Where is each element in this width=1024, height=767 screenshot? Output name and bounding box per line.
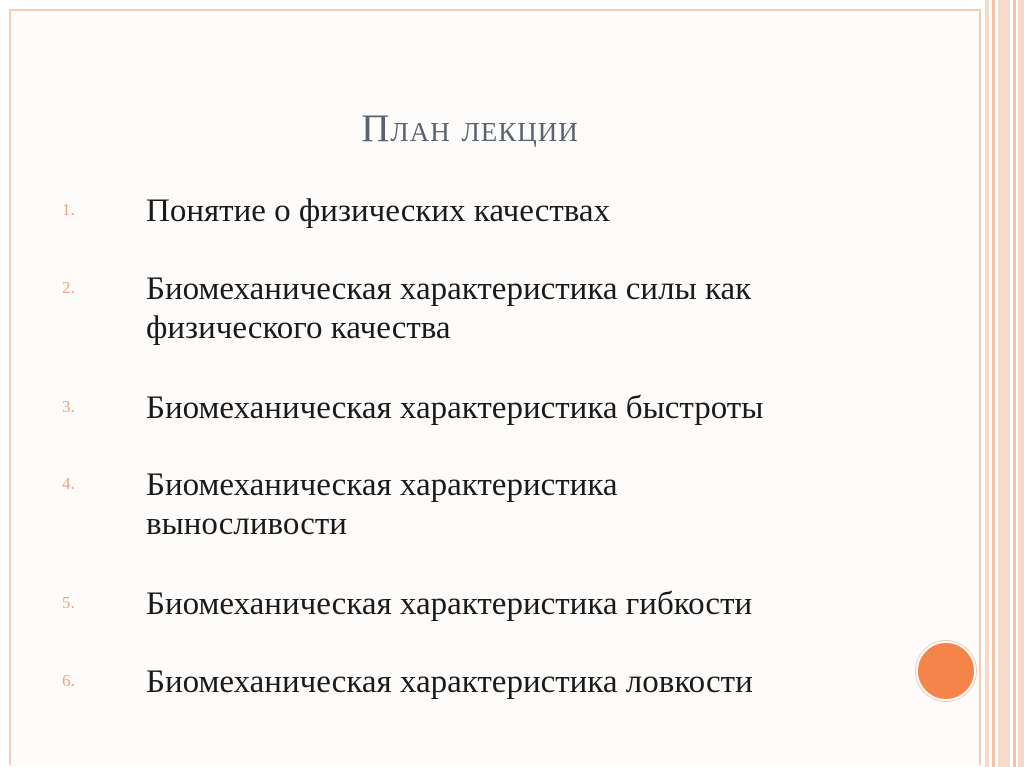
stripe <box>998 0 1010 767</box>
list-item-text: Биомеханическая характеристика выносливости <box>146 467 618 542</box>
stripe <box>1013 0 1016 767</box>
stripe <box>985 0 989 767</box>
list-item-text: Понятие о физических качествах <box>146 193 611 229</box>
stripe <box>1018 0 1024 767</box>
list-item-text: Биомеханическая характеристика силы как физического качества <box>146 271 752 346</box>
list-item-number: 4. <box>62 474 75 493</box>
list-item-number: 6. <box>62 671 75 690</box>
list-item-number: 1. <box>62 200 75 219</box>
list-item-number: 2. <box>62 278 75 297</box>
list-item-text: Биомеханическая характеристика гибкости <box>146 586 753 622</box>
list-item-number: 3. <box>62 397 75 416</box>
decorative-circle <box>916 641 976 701</box>
list-item-number: 5. <box>62 593 75 612</box>
list-item-text: Биомеханическая характеристика быстроты <box>146 390 764 426</box>
slide-title: План лекции <box>361 107 579 150</box>
stripe <box>992 0 995 767</box>
decorative-stripes <box>985 0 1024 767</box>
list-item-text: Биомеханическая характеристика ловкости <box>146 664 753 700</box>
